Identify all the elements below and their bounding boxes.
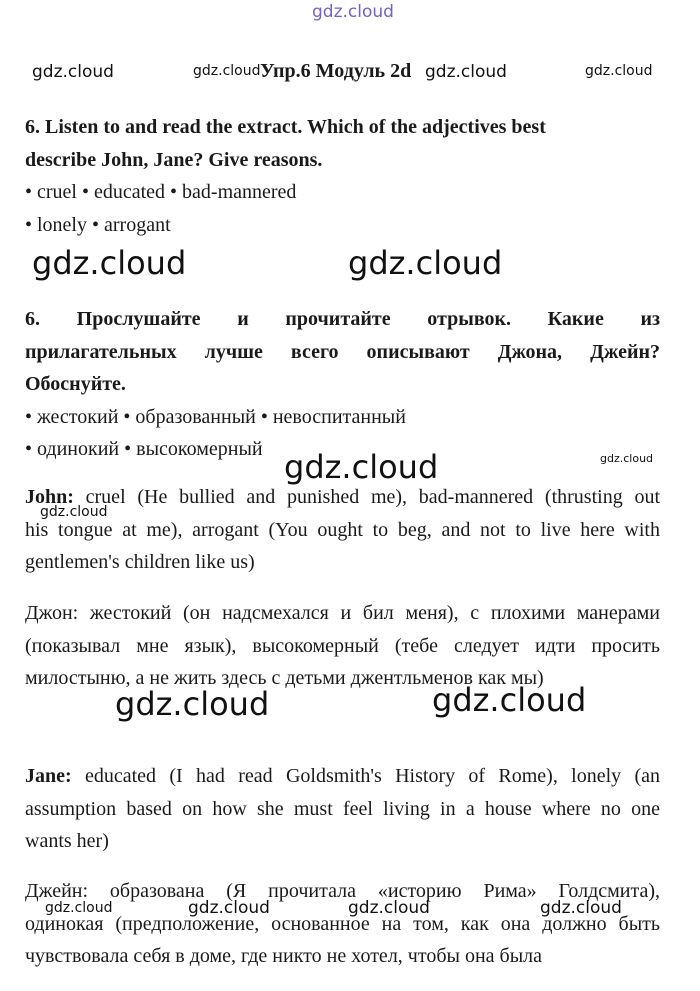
watermark: gdz.cloud <box>115 685 270 723</box>
task-en-line: 6. Listen to and read the extract. Which of the adjectives best <box>25 116 546 138</box>
john-ru-line: Джон: жестокий (он надсмехался и бил меня), с плохими манерами <box>25 602 660 624</box>
john-answer <box>25 481 660 579</box>
john-answer-ru <box>25 597 660 695</box>
task-ru-line: прилагательных лучше всего описывают Джона, Джейн? <box>25 340 660 363</box>
watermark: gdz.cloud <box>348 244 503 282</box>
task-en-options: • cruel • educated • bad-mannered <box>25 181 297 203</box>
jane-line: Jane: educated (I had read Goldsmith's History of Rome), lonely (an <box>25 765 660 787</box>
task-ru-options: • одинокий • высокомерный <box>25 438 263 460</box>
jane-label: Jane: <box>25 765 72 787</box>
watermark: gdz.cloud <box>32 62 114 82</box>
task-ru <box>25 303 660 466</box>
jane-line: assumption based on how she must feel living in a house where no one <box>25 797 660 820</box>
watermark-top: gdz.cloud <box>312 2 394 22</box>
watermark: gdz.cloud <box>425 62 507 82</box>
task-ru-line: Обоснуйте. <box>25 373 126 395</box>
task-en-options: • lonely • arrogant <box>25 213 171 236</box>
watermark: gdz.cloud <box>193 63 261 79</box>
watermark: gdz.cloud <box>585 63 653 79</box>
watermark: gdz.cloud <box>40 504 108 520</box>
task-ru-options: • жестокий • образованный • невоспитанный <box>25 405 406 428</box>
watermark: gdz.cloud <box>432 681 587 719</box>
watermark: gdz.cloud <box>32 244 187 282</box>
task-en <box>25 111 660 241</box>
page-title: Упр.6 Модуль 2d <box>260 60 412 82</box>
jane-ru-line: чувствовала себя в доме, где никто не хотел, чтобы она была <box>25 945 542 967</box>
watermark: gdz.cloud <box>188 898 270 918</box>
watermark: gdz.cloud <box>600 452 654 465</box>
john-label: John: <box>25 486 74 508</box>
john-ru-line: (показывал мне язык), высокомерный (тебе следует идти просить <box>25 634 660 657</box>
john-line: his tongue at me), arrogant (You ought to beg, and not to live here with <box>25 518 660 541</box>
jane-ru-line: одинокая (предположение, основанное на том, как она должно быть <box>25 912 660 935</box>
jane-ru-line: Джейн: образована (Я прочитала «историю Рима» Голдсмита), <box>25 880 660 902</box>
task-ru-line: 6. Прослушайте и прочитайте отрывок. Какие из <box>25 308 661 330</box>
jane-answer-ru <box>25 875 660 973</box>
watermark: gdz.cloud <box>348 898 430 918</box>
watermark: gdz.cloud <box>284 448 439 486</box>
task-en-line: describe John, Jane? Give reasons. <box>25 148 323 171</box>
watermark: gdz.cloud <box>540 898 622 918</box>
jane-answer <box>25 760 660 858</box>
watermark: gdz.cloud <box>45 900 113 916</box>
john-line: gentlemen's children like us) <box>25 551 255 573</box>
john-line: John: cruel (He bullied and punished me), bad-mannered (thrusting out <box>25 486 660 508</box>
jane-line: wants her) <box>25 830 109 852</box>
john-ru-line: милостыню, а не жить здесь с детьми джентльменов как мы) <box>25 667 544 689</box>
